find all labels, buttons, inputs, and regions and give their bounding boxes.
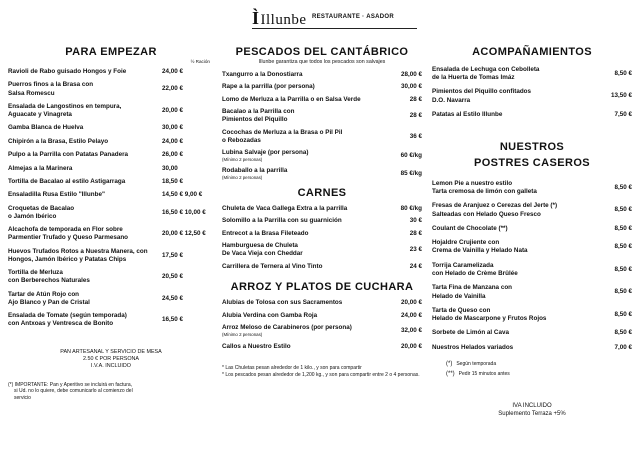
menu-item	[8, 226, 214, 242]
iva-notice	[432, 403, 632, 419]
note-line: (*) IMPORTANTE: Pan y Aperitivo se incluirá en factura,	[8, 381, 133, 388]
menu-item-price: 18,50 €	[162, 177, 184, 185]
weight-notes	[222, 365, 422, 379]
menu-item-name-line: Patatas al Estilo Illunbe	[432, 110, 503, 118]
menu-item-price: 8,50 €	[614, 224, 632, 232]
menu-item-name-line: Pimientos del Piquillo	[222, 116, 288, 124]
column-empezar	[8, 46, 214, 402]
menu-item-name-line: Huevos Trufados Rotos a Nuestra Manera, con	[8, 247, 148, 255]
menu-item-price: 17,50 €	[162, 251, 184, 259]
menu-item	[432, 111, 632, 119]
menu-item-price: 30,00 €	[400, 83, 422, 91]
menu-item-price: 8,50 €	[614, 183, 632, 191]
menu-item	[8, 151, 214, 159]
column-main	[222, 46, 422, 378]
pescados-list	[222, 71, 422, 181]
menu-item-name-line: Rodaballo a la parrilla	[222, 167, 288, 175]
menu-item-name	[8, 191, 158, 199]
menu-item-price: 24,00 €	[162, 68, 184, 75]
menu-item-name-line: Chipirón a la Brasa, Estilo Pelayo	[8, 137, 109, 145]
menu-item	[8, 68, 214, 76]
menu-item-price: 8,50 €	[614, 265, 632, 273]
menu-item-price: 24 €	[409, 262, 422, 270]
brand-subtitle: RESTAURANTE · ASADOR	[312, 14, 394, 20]
menu-item	[432, 180, 632, 196]
menu-item-price: 36 €	[409, 132, 422, 140]
menu-item-name-line: Solomillo a la Parrilla con su guarnición	[222, 217, 342, 225]
iva-line: Suplemento Terraza +5%	[498, 410, 566, 417]
bread-line: PAN ARTESANAL Y SERVICIO DE MESA	[60, 348, 162, 355]
menu-item-name-line: Aguacate y Vinagreta	[8, 111, 72, 119]
menu-item-price: 24,00 €	[162, 137, 184, 145]
menu-item-name	[8, 165, 158, 173]
bread-line: 2.50 € POR PERSONA	[82, 355, 140, 362]
menu-item-name	[432, 239, 606, 255]
menu-item	[8, 178, 214, 186]
menu-item-name-line: Parmentier Trufado y Queso Parmesano	[8, 234, 129, 242]
menu-item-name	[8, 81, 158, 97]
menu-item-name	[8, 269, 158, 285]
legend-text: Según temporada	[456, 360, 497, 367]
menu-item-price: 30,00 €	[162, 124, 184, 132]
menu-item-name-line: Hojaldre Crujiente con	[432, 239, 500, 247]
bread-service-notice	[8, 349, 214, 370]
menu-item-name	[8, 124, 158, 132]
menu-item-name	[222, 167, 386, 181]
menu-item-name-line: Ensalada de Langostinos en tempura,	[8, 102, 122, 110]
menu-item-price: 24,50 €	[162, 294, 184, 302]
menu-item-price: 8,50 €	[614, 70, 632, 78]
menu-item-name-line: Tarta cremosa de limón con galleta	[432, 188, 537, 196]
menu-item-price: 20,00 €	[400, 298, 422, 306]
menu-item-name-line: o Jamón Ibérico	[8, 212, 57, 220]
menu-item-price: 26,00 €	[162, 151, 184, 159]
menu-item-name	[432, 88, 606, 104]
menu-item-name-line: Lemon Pie a nuestro estilo	[432, 179, 513, 187]
menu-item	[222, 108, 422, 124]
menu-item-name-line: con Helado de Crème Brûlée	[432, 269, 518, 277]
menu-item-name-line: o Rebozadas	[222, 136, 261, 144]
menu-item-price: 7,50 €	[614, 110, 632, 118]
menu-item-name	[432, 111, 606, 119]
menu-item	[222, 312, 422, 320]
column-sides-desserts	[432, 46, 632, 419]
menu-item-price: 7,00 €	[614, 343, 632, 351]
menu-item-name-line: Almejas a la Marinera	[8, 164, 73, 172]
empezar-list	[8, 68, 214, 329]
menu-item-name	[222, 83, 386, 91]
menu-item	[8, 269, 214, 285]
arroz-list	[222, 299, 422, 351]
menu-item-name-line: Sorbete de Limón al Cava	[432, 329, 509, 337]
menu-item	[222, 324, 422, 338]
menu-item-name-line: Salteadas con Helado Queso Fresco	[432, 210, 541, 218]
section-title-postres	[432, 139, 632, 172]
menu-item-price: 20,00 €	[400, 342, 422, 350]
menu-item	[222, 242, 422, 258]
menu-item	[432, 88, 632, 104]
menu-item-price: 20,00 €	[162, 106, 184, 114]
menu-item	[8, 81, 214, 97]
menu-item-price: 20,50 €	[162, 273, 184, 281]
brand-underline	[252, 28, 417, 29]
menu-item-name-line: Ensalada de Lechuga con Cebolleta	[432, 66, 540, 73]
menu-item-name	[432, 284, 606, 300]
legend-text: Pedir 15 minutos antes	[458, 370, 510, 377]
menu-item	[432, 307, 632, 323]
menu-item-name	[222, 230, 386, 238]
menu-item	[8, 124, 214, 132]
menu-item	[432, 225, 632, 233]
menu-item-name-line: de la Huerta de Tomas Imáz	[432, 74, 515, 82]
menu-item	[8, 291, 214, 307]
menu-item-name-line: Croquetas de Bacalao	[8, 204, 75, 212]
menu-item	[8, 191, 214, 199]
weight-note: * Las Chuletas pesan alrededor de 1 kilo., y son para compartir	[222, 364, 362, 371]
menu-item-name-line: Ajo Blanco y Pan de Cristal	[8, 298, 90, 306]
menu-item-price: 8,50 €	[614, 243, 632, 251]
menu-item-price: 24,00 €	[400, 311, 422, 319]
menu-item-name-line: Alcachofa de temporada en Flor sobre	[8, 226, 123, 234]
menu-item-name-line: Salsa Romescu	[8, 89, 55, 97]
menu-item-name-line: Alubia Verdina con Gamba Roja	[222, 311, 318, 319]
menu-item	[8, 165, 214, 173]
menu-item-price: 30 €	[409, 217, 422, 225]
menu-item-name-line: Chuleta de Vaca Gallega Extra a la parrilla	[222, 205, 348, 213]
menu-item-name	[222, 324, 386, 338]
menu-item-name-line: Coulant de Chocolate (**)	[432, 224, 508, 232]
menu-item-name-line: Helado de Mascarpone y Frutos Rojos	[432, 315, 547, 323]
menu-item-price: 85 €/kg	[400, 170, 422, 178]
menu-item	[222, 230, 422, 238]
menu-item-price: 32,00 €	[400, 327, 422, 335]
menu-item-name-line: Bacalao a la Parrilla con	[222, 108, 295, 116]
menu-item-name-line: Crema de Vainilla y Helado Nata	[432, 247, 528, 255]
menu-item-price: 80 €/kg	[400, 205, 422, 213]
menu-item	[222, 149, 422, 163]
menu-item-note: (Mínimo 2 personas)	[222, 157, 263, 163]
menu-item-name	[8, 68, 158, 76]
menu-item-name-line: Lomo de Merluza a la Parrilla o en Salsa Verde	[222, 95, 361, 103]
wheat-logo-icon: Ì	[252, 8, 260, 28]
bread-important-note	[8, 382, 214, 402]
menu-item-name-line: Tartar de Atún Rojo con	[8, 290, 80, 298]
menu-item	[432, 344, 632, 352]
menu-item-price: 16,50 € 10,00 €	[162, 208, 206, 216]
iva-line: IVA INCLUIDO	[512, 403, 552, 410]
menu-item-name	[222, 343, 386, 351]
menu-item	[432, 239, 632, 255]
menu-item	[222, 71, 422, 79]
brand-logo	[252, 8, 307, 29]
postres-title-line: NUESTROS	[499, 140, 565, 153]
menu-item-price: 23 €	[409, 246, 422, 254]
menu-item-price: 30,00	[162, 164, 178, 172]
legend-row	[446, 360, 632, 370]
menu-item-name	[432, 202, 606, 218]
legend-symbol: (*)	[446, 360, 453, 367]
note-line: servicio	[14, 395, 31, 402]
menu-item	[432, 66, 632, 82]
menu-item-name-line: Nuestros Helados variados	[432, 343, 514, 351]
menu-item-name-line: Torrija Caramelizada	[432, 261, 494, 269]
menu-item-name-line: Rape a la parrilla (por persona)	[222, 83, 315, 91]
menu-item	[8, 312, 214, 328]
menu-item	[222, 129, 422, 145]
menu-item-price: 28 €	[409, 112, 422, 120]
menu-item-name-line: Lubina Salvaje (por persona)	[222, 149, 309, 157]
menu-item	[222, 217, 422, 225]
menu-item-name-line: Tortilla de Merluza	[8, 269, 63, 277]
menu-item-name-line: D.O. Navarra	[432, 96, 471, 104]
menu-item-name	[222, 96, 386, 104]
postres-list	[432, 180, 632, 352]
menu-item-name	[432, 307, 606, 323]
menu-item	[8, 248, 214, 264]
pescados-subtitle: Illunbe garantiza que todos los pescados son salvajes	[258, 59, 386, 65]
menu-item	[432, 329, 632, 337]
menu-item-name-line: Tarta Fina de Manzana con	[432, 284, 513, 292]
menu-item-price: 13,50 €	[610, 92, 632, 100]
menu-item-name-line: Fresas de Aranjuez o Cerezas del Jerte (*)	[432, 202, 558, 210]
menu-item-name	[8, 205, 158, 221]
menu-item-name-line: De Vaca Vieja con Cheddar	[222, 250, 303, 258]
menu-item-name	[432, 329, 606, 337]
menu-item-name-line: con Berberechos Naturales	[8, 277, 90, 285]
menu-item-name-line: Hongos, Jamón Ibérico y Patatas Chips	[8, 255, 127, 263]
menu-item-name	[222, 149, 386, 163]
menu-item	[222, 299, 422, 307]
menu-item-name	[222, 129, 386, 145]
menu-item-name-line: Ensaladilla Rusa Estilo "Illunbe"	[8, 191, 105, 199]
brand-header	[252, 8, 432, 30]
menu-item	[222, 96, 422, 104]
menu-item-price: 14,50 € 9,00 €	[162, 191, 203, 199]
menu-item-name	[8, 312, 158, 328]
menu-item-name	[222, 108, 386, 124]
dessert-legend	[432, 360, 632, 379]
menu-item	[8, 103, 214, 119]
menu-item-name-line: Arroz Meloso de Carabineros (por persona)	[222, 324, 352, 332]
menu-item	[432, 284, 632, 300]
menu-item-price: 8,50 €	[614, 206, 632, 214]
menu-item-note: (Mínimo 2 personas)	[222, 332, 263, 338]
menu-item-price: 16,50 €	[162, 316, 184, 324]
menu-item-name	[8, 103, 158, 119]
menu-item-name	[8, 248, 158, 264]
section-title-acompanamientos: ACOMPAÑAMIENTOS	[472, 46, 592, 58]
menu-item-price: 60 €/kg	[400, 152, 422, 159]
brand-name: Illunbe	[260, 12, 307, 28]
half-portion-header: ½ Ración	[190, 59, 210, 64]
bread-line: I.V.A. INCLUIDO	[91, 362, 131, 369]
menu-item-name-line: Pulpo a la Parrilla con Patatas Panadera	[8, 151, 129, 159]
menu-item	[222, 83, 422, 91]
postres-title-line: POSTRES CASEROS	[473, 157, 591, 170]
menu-item-name	[432, 262, 606, 278]
menu-item-name-line: Tarta de Queso con	[432, 306, 491, 314]
menu-item-name	[222, 312, 386, 320]
menu-item-price: 20,00 € 12,50 €	[162, 230, 206, 238]
menu-item	[222, 343, 422, 351]
section-title-arroz: ARROZ Y PLATOS DE CUCHARA	[230, 280, 414, 293]
section-title-empezar: PARA EMPEZAR	[65, 46, 157, 58]
menu-item-name	[222, 217, 386, 225]
menu-item-name-line: con Antxoas y Ventresca de Bonito	[8, 320, 114, 328]
menu-item-name	[222, 205, 386, 213]
menu-item-name-line: Gamba Blanca de Huelva	[8, 124, 84, 132]
menu-item-name	[222, 263, 386, 271]
menu-item-name-line: Cocochas de Merluza a la Brasa o Pil Pil	[222, 128, 343, 136]
menu-item-name	[222, 299, 386, 307]
weight-note: * Los pescados pesan alrededor de 1,200 kg., y son para compartir entre 2 o 4 personas.	[222, 371, 420, 378]
menu-item-price: 28 €	[409, 95, 422, 103]
menu-item-name	[8, 226, 158, 242]
menu-item-price: 28,00 €	[400, 71, 422, 78]
section-title-carnes: CARNES	[297, 187, 347, 200]
menu-item-note: (Mínimo 2 personas)	[222, 175, 263, 181]
menu-item-name	[432, 225, 606, 233]
legend-row	[446, 370, 632, 380]
menu-item	[432, 262, 632, 278]
menu-item-name	[8, 138, 158, 146]
carnes-list	[222, 205, 422, 271]
menu-item-name-line: Ensalada de Tomate (según temporada)	[8, 312, 127, 320]
menu-item-name	[8, 151, 158, 159]
menu-item-price: 28 €	[409, 229, 422, 237]
menu-item	[222, 205, 422, 213]
menu-item-name-line: Entrecot a la Brasa Fileteado	[222, 229, 309, 237]
menu-item-price: 8,50 €	[614, 329, 632, 337]
menu-item	[222, 263, 422, 271]
menu-item-name-line: Hamburguesa de Chuleta	[222, 242, 298, 250]
menu-item-name-line: Helado de Vainilla	[432, 292, 486, 300]
menu-item-name	[432, 180, 606, 196]
menu-item-name-line: Puerros finos a la Brasa con	[8, 81, 94, 89]
menu-item	[432, 202, 632, 218]
menu-item-name	[222, 242, 386, 258]
menu-item	[222, 167, 422, 181]
menu-item-price: 8,50 €	[614, 310, 632, 318]
menu-item-name	[432, 344, 606, 352]
menu-item-name-line: Pimientos del Piquillo confitados	[432, 88, 532, 96]
menu-item	[8, 138, 214, 146]
acompanamientos-list	[432, 66, 632, 119]
menu-item-name	[432, 66, 606, 82]
legend-symbol: (**)	[446, 370, 455, 377]
menu-item-name-line: Ravioli de Rabo guisado Hongos y Foie	[8, 68, 127, 75]
menu-item-price: 8,50 €	[614, 288, 632, 296]
menu-item-name-line: Tortilla de Bacalao al estilo Astigarraga	[8, 177, 126, 185]
menu-item-name-line: Carrillera de Ternera al Vino Tinto	[222, 262, 323, 270]
menu-item-name	[222, 71, 386, 79]
menu-item-name-line: Txangurro a la Donostiarra	[222, 71, 303, 78]
menu-item-name	[8, 291, 158, 307]
menu-item	[8, 205, 214, 221]
menu-item-price: 22,00 €	[162, 85, 184, 93]
section-title-pescados: PESCADOS DEL CANTÁBRICO	[235, 46, 409, 58]
menu-item-name-line: Callos a Nuestro Estilo	[222, 342, 291, 350]
note-line: si Ud. no lo quiere, debe comunicarlo al comienzo del	[14, 388, 133, 395]
menu-item-name-line: Alubias de Tolosa con sus Sacramentos	[222, 298, 343, 306]
menu-item-name	[8, 178, 158, 186]
